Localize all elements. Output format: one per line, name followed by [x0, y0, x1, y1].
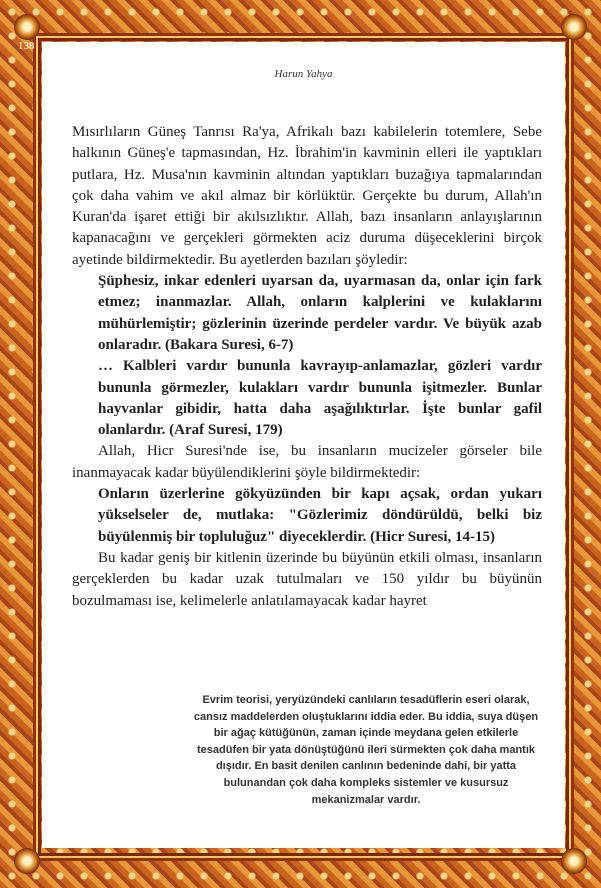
middle-paragraph: Allah, Hicr Suresi'nde ise, bu insanların mucizeler görseler bile inanmayacak kadar büyülendiklerini şöyle bildirmektedir:	[72, 443, 542, 481]
quote-bakara: Şüphesiz, inkar edenleri uyarsan da, uyarmasan da, onlar için fark etmez; inanmazlar. Allah, onların kalplerini ve kulaklarını mühürlemiştir; gözlerinin üzerinde perdeler vardır. Ve büyük azab onlaradır. (Bakara Suresi, 6-7)	[98, 273, 542, 353]
corner-ornament-icon	[14, 14, 40, 40]
body-paragraph: Mısırlıların Güneş Tanrısı Ra'ya, Afrikalı bazı kabilelerin totemlere, Sebe halkının Güneş'e tapmasından, Hz. İbrahim'in kavminin elleri ile yaptıkları putlara, Hz. Musa'nın kavminin altından yaptıkları buzağıya tapmalarından çok daha vahim ve akıl almaz bir körlüktür. Gerçekte bu durum, Allah'ın Kuran'da işaret ettiği bir akılsızlıktır. Allah, bazı insanların anlayışlarının kapanacağını ve gerçekleri görmekten aciz duruma düşeceklerini birçok ayetinde bildirmektedir. Bu ayetlerden bazıları şöyledir:	[72, 124, 542, 268]
body-text	[72, 122, 542, 612]
quote-araf: … Kalbleri vardır bununla kavrayıp-anlamazlar, gözleri vardır bununla görmezler, kulakları vardır bununla işitmezler. Bunlar hayvanlar gibidir, hatta daha aşağılıktırlar. İşte bunlar gafil olanlardır. (Araf Suresi, 179)	[98, 358, 542, 439]
page-number: 138	[18, 40, 35, 52]
corner-ornament-icon	[14, 848, 40, 874]
closing-paragraph: Bu kadar geniş bir kitlenin üzerinde bu büyünün etkili olması, insanların gerçeklerden bu kadar uzak tutulmaları ve 150 yıldır bu büyünün bozulmaması ise, kelimelerle anlatılamayacak kadar hayret	[72, 549, 542, 609]
image-caption: Evrim teorisi, yeryüzündeki canlıların tesadüflerin eseri olarak, cansız maddelerden oluştuklarını iddia eder. Bu iddia, suya düşen bir ağaç kütüğünün, zaman içinde meydana gelen etkilerle tesadüfen bir yata dönüştüğünü ileri sürmekten çok daha mantık dışıdır. En basit denilen canlının bedeninde dahi, bir yatta bulunandan çok daha kompleks sistemler ve kusursuz mekanizmalar vardır.	[193, 694, 539, 806]
corner-ornament-icon	[561, 848, 587, 874]
quote-hicr: Onların üzerlerine gökyüzünden bir kapı açsak, ordan yukarı yükselseler de, mutlaka: "Gözlerimiz döndürüldü, belki biz büyülenmiş bir topluluğuz" diyeceklerdir. (Hicr Suresi, 14-15)	[98, 486, 542, 545]
corner-ornament-icon	[561, 14, 587, 40]
page	[42, 42, 565, 848]
running-head: Harun Yahya	[274, 68, 333, 80]
